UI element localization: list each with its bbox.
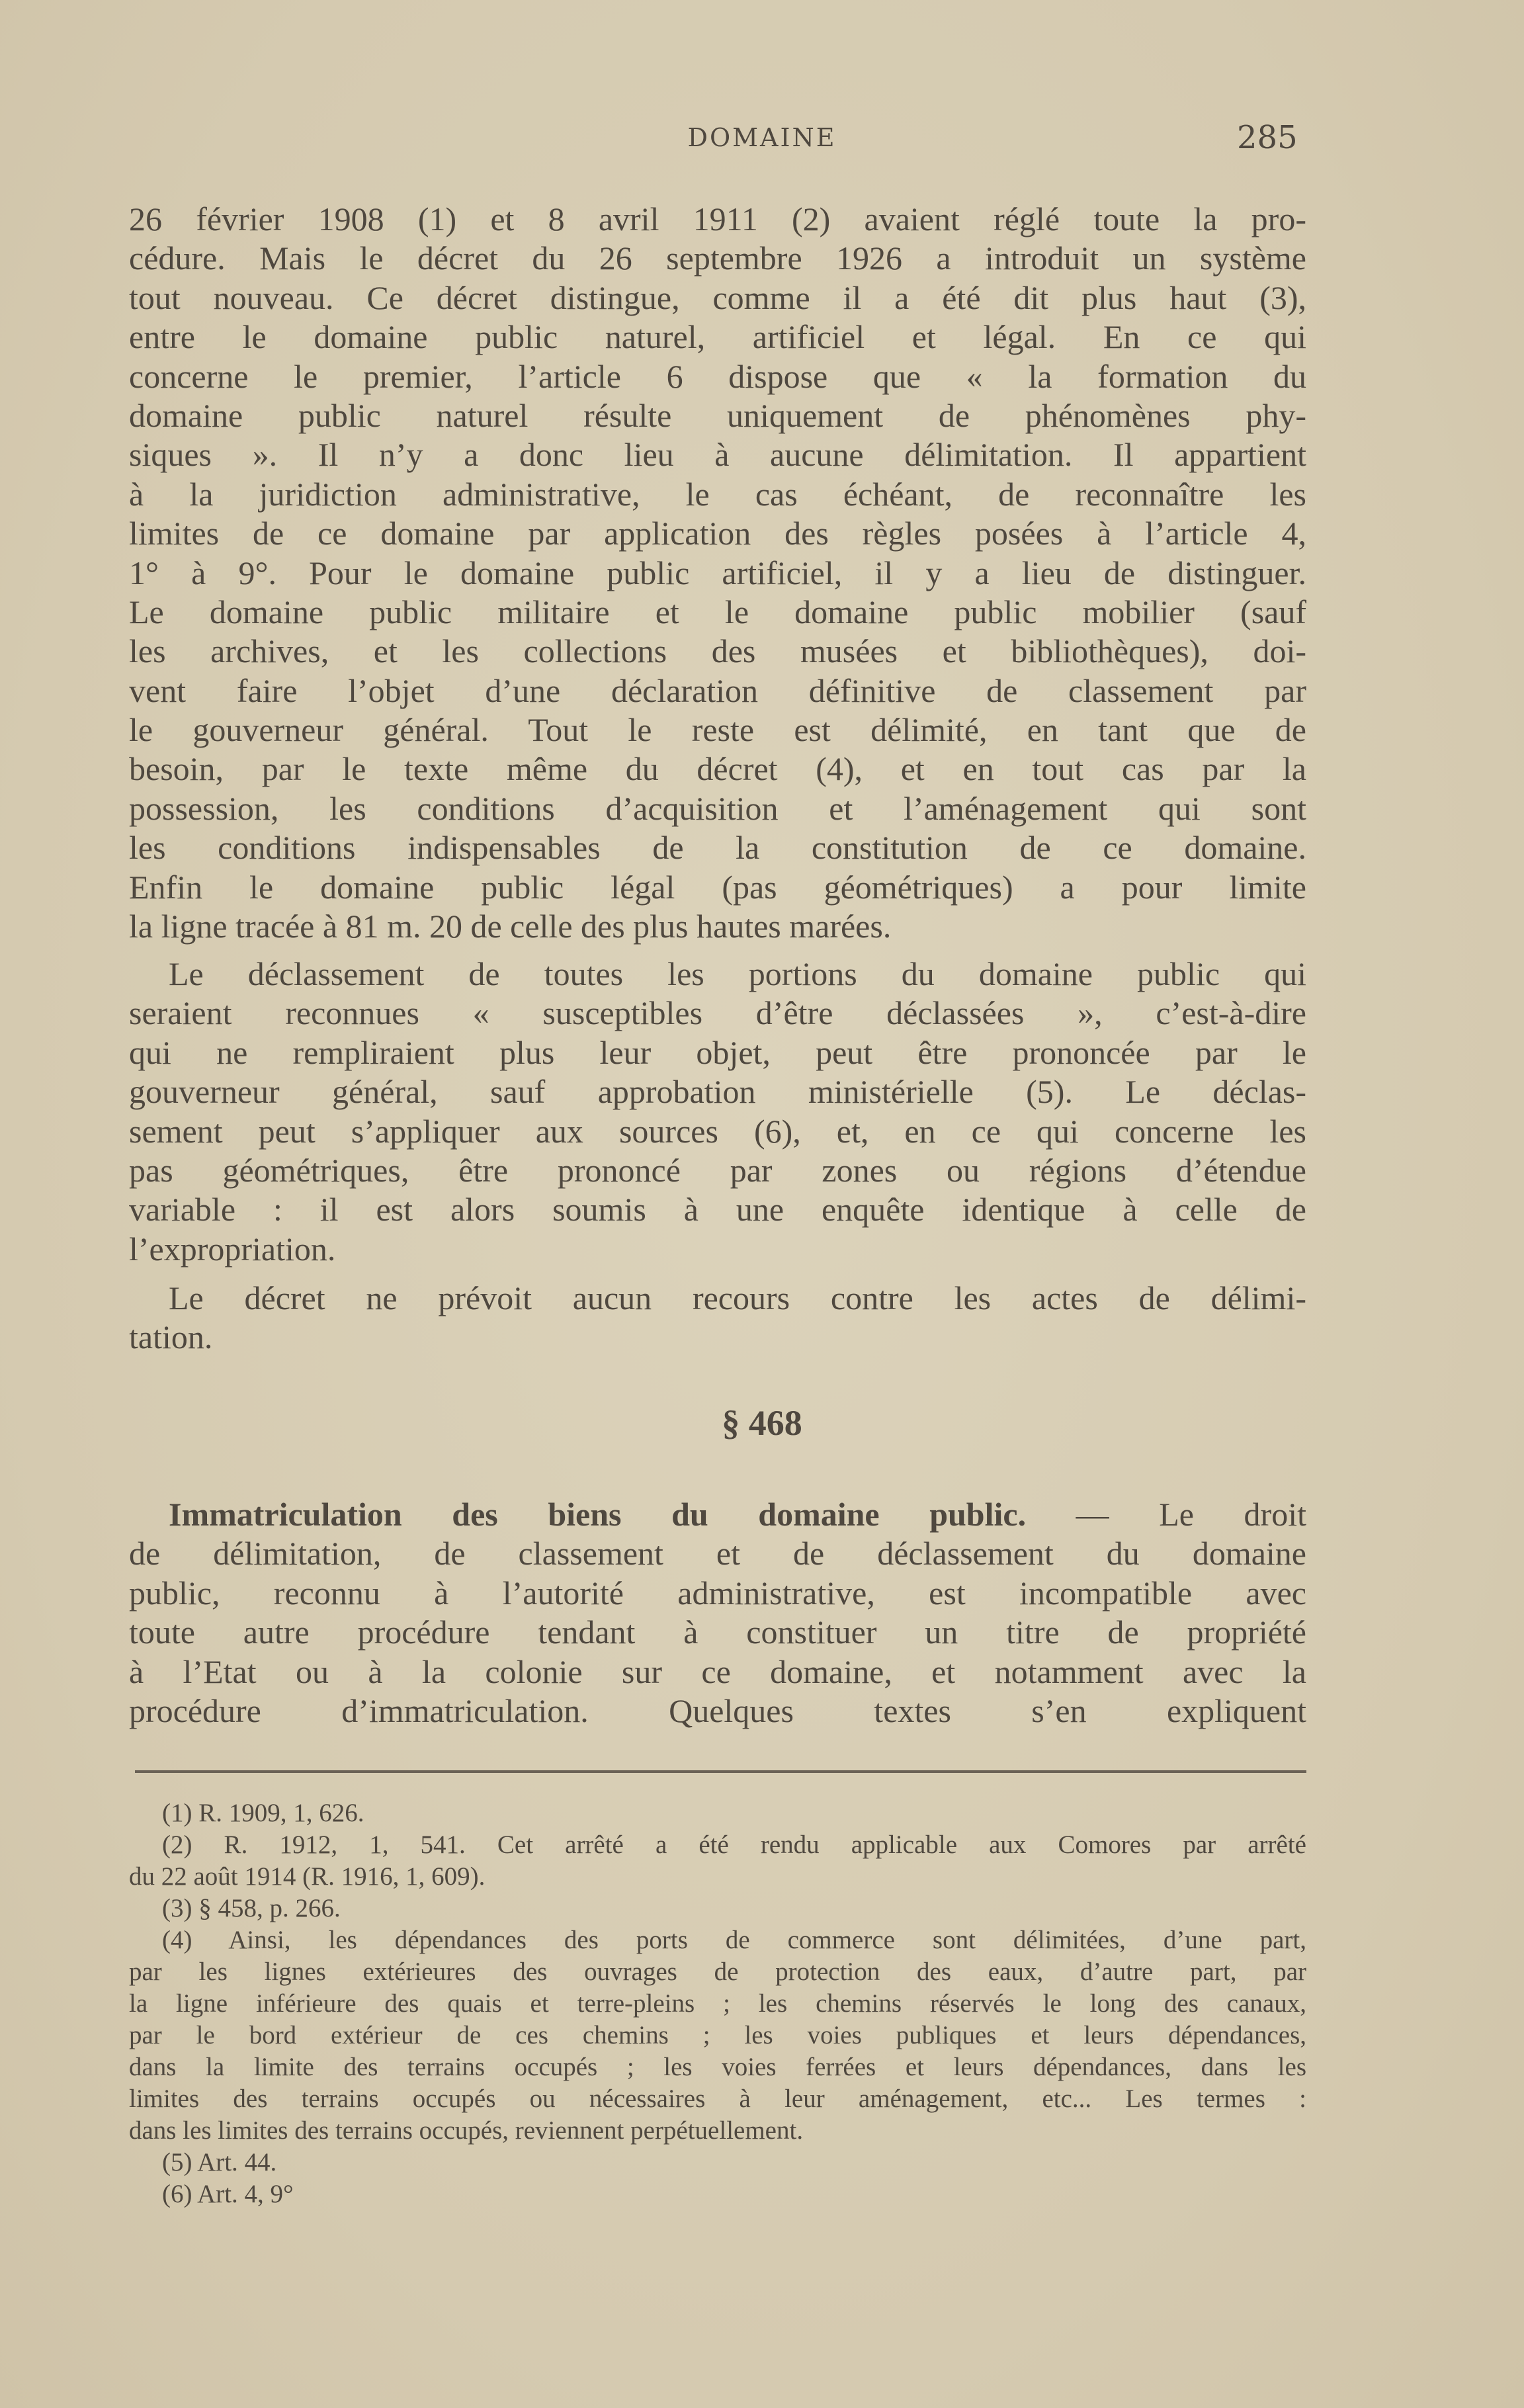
text-line: à la juridiction administrative, le cas échéant, de reconnaître les xyxy=(129,475,1306,513)
text-line: à l’Etat ou à la colonie sur ce domaine, et notamment avec la xyxy=(129,1653,1306,1690)
text-line: siques ». Il n’y a donc lieu à aucune délimitation. Il appartient xyxy=(129,436,1306,474)
text-line: besoin, par le texte même du décret (4), et en tout cas par la xyxy=(129,750,1306,788)
running-header: DOMAINE xyxy=(687,123,837,152)
text-line: dans les limites des terrains occupés, reviennent perpétuellement. xyxy=(129,2116,804,2145)
text-line: concerne le premier, l’article 6 dispose que « la formation du xyxy=(129,357,1306,395)
section-paragraph xyxy=(129,1495,1306,1731)
section-heading: Immatriculation des biens du domaine public. xyxy=(169,1496,1027,1533)
text-line: Le décret ne prévoit aucun recours contre les actes de délimi- xyxy=(169,1279,1306,1316)
text-line: entre le domaine public naturel, artificiel et légal. En ce qui xyxy=(129,318,1306,356)
text-line: pas géométriques, être prononcé par zones ou régions d’étendue xyxy=(129,1151,1306,1189)
paragraph-2 xyxy=(129,955,1306,1269)
text-line: par le bord extérieur de ces chemins ; les voies publiques et leurs dépendances, xyxy=(129,2021,1306,2049)
footnote-divider xyxy=(135,1770,1306,1773)
footnote-2 xyxy=(129,1829,1306,1893)
text-line: limites de ce domaine par application des règles posées à l’article 4, xyxy=(129,515,1306,552)
text-line: tation. xyxy=(129,1318,213,1356)
text-line: les conditions indispensables de la constitution de ce domaine. xyxy=(129,829,1306,867)
footnote-1 xyxy=(129,1797,1306,1829)
text-line: (4) Ainsi, les dépendances des ports de commerce sont délimitées, d’une part, xyxy=(162,1926,1306,1954)
text-line: du 22 août 1914 (R. 1916, 1, 609). xyxy=(129,1862,486,1891)
footnote-4 xyxy=(129,1924,1306,2147)
text-line: 26 février 1908 (1) et 8 avril 1911 (2) avaient réglé toute la pro- xyxy=(129,200,1306,237)
paragraph-1 xyxy=(129,200,1306,946)
text-line: domaine public naturel résulte uniquement de phénomènes phy- xyxy=(129,396,1306,434)
section-first-line xyxy=(129,1495,1306,1534)
text-line: Le domaine public militaire et le domaine public mobilier (sauf xyxy=(129,593,1306,630)
text-line: le gouverneur général. Tout le reste est délimité, en tant que de xyxy=(129,711,1306,749)
footnote-6 xyxy=(129,2178,1306,2210)
text-line: limites des terrains occupés ou nécessaires à leur aménagement, etc... Les termes : xyxy=(129,2085,1306,2113)
text-line: dans la limite des terrains occupés ; les voies ferrées et leurs dépendances, dans les xyxy=(129,2053,1306,2081)
text-line: la ligne tracée à 81 m. 20 de celle des plus hautes marées. xyxy=(129,908,892,945)
text-line: tout nouveau. Ce décret distingue, comme il a été dit plus haut (3), xyxy=(129,279,1306,316)
page-number: 285 xyxy=(1237,119,1298,156)
text-line: cédure. Mais le décret du 26 septembre 1926 a introduit un système xyxy=(129,239,1306,277)
text-line: (1) R. 1909, 1, 626. xyxy=(162,1799,364,1827)
text-line: gouverneur général, sauf approbation ministérielle (5). Le déclas- xyxy=(129,1073,1306,1111)
text-line: la ligne inférieure des quais et terre-pleins ; les chemins réservés le long des canaux, xyxy=(129,1989,1306,2018)
text-line: qui ne rempliraient plus leur objet, peut être prononcée par le xyxy=(129,1033,1306,1071)
section-heading-continuation: — Le droit xyxy=(1026,1496,1306,1533)
text-line: (6) Art. 4, 9° xyxy=(162,2180,294,2208)
text-line: (3) § 458, p. 266. xyxy=(162,1894,341,1922)
footnote-3 xyxy=(129,1893,1306,1924)
text-line: de délimitation, de classement et de déclassement du domaine xyxy=(129,1535,1306,1572)
text-line: 1° à 9°. Pour le domaine public artificiel, il y a lieu de distinguer. xyxy=(129,554,1306,591)
text-line: sement peut s’appliquer aux sources (6), et, en ce qui concerne les xyxy=(129,1112,1306,1150)
section-number: § 468 xyxy=(722,1403,802,1443)
footnotes xyxy=(129,1797,1306,2210)
text-line: (5) Art. 44. xyxy=(162,2148,277,2176)
text-line: toute autre procédure tendant à constituer un titre de propriété xyxy=(129,1613,1306,1651)
text-line: variable : il est alors soumis à une enquête identique à celle de xyxy=(129,1191,1306,1228)
text-line: seraient reconnues « susceptibles d’être déclassées », c’est-à-dire xyxy=(129,994,1306,1032)
footnote-5 xyxy=(129,2147,1306,2178)
text-line: Le déclassement de toutes les portions du domaine public qui xyxy=(169,955,1306,992)
text-line: Enfin le domaine public légal (pas géométriques) a pour limite xyxy=(129,868,1306,906)
text-line: par les lignes extérieures des ouvrages de protection des eaux, d’autre part, par xyxy=(129,1957,1306,1986)
text-line: procédure d’immatriculation. Quelques textes s’en expliquent xyxy=(129,1692,1306,1729)
text-line: les archives, et les collections des musées et bibliothèques), doi- xyxy=(129,632,1306,670)
text-line: vent faire l’objet d’une déclaration définitive de classement par xyxy=(129,671,1306,709)
text-line: possession, les conditions d’acquisition et l’aménagement qui sont xyxy=(129,789,1306,827)
paragraph-3 xyxy=(129,1279,1306,1357)
text-line: l’expropriation. xyxy=(129,1230,336,1268)
section-lines xyxy=(129,1534,1306,1731)
text-line: public, reconnu à l’autorité administrative, est incompatible avec xyxy=(129,1574,1306,1612)
text-line: (2) R. 1912, 1, 541. Cet arrêté a été rendu applicable aux Comores par arrêté xyxy=(162,1830,1306,1859)
